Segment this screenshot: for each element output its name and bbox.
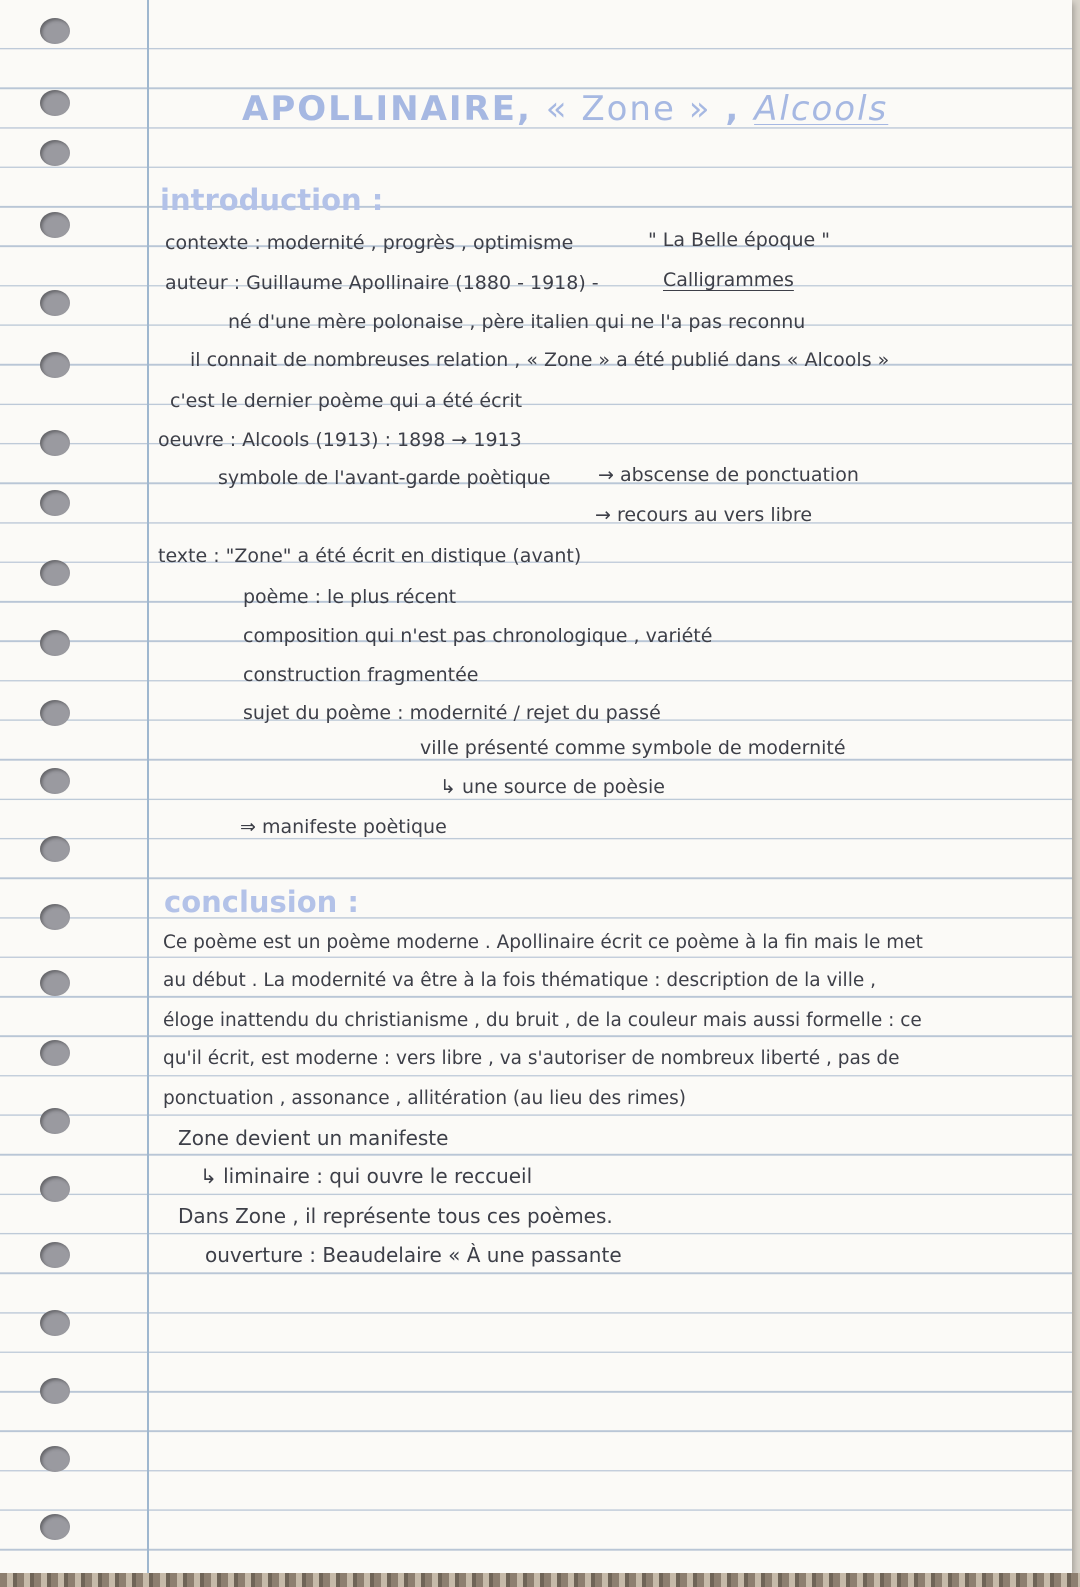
title-separator: , (725, 89, 741, 129)
binder-hole (40, 140, 70, 166)
binder-hole (40, 490, 70, 516)
binder-hole (40, 768, 70, 794)
conclusion-heading: conclusion : (164, 885, 359, 919)
conclusion-line: au début . La modernité va être à la fois thématique : description de la ville , (163, 970, 876, 991)
binder-hole (40, 1108, 70, 1134)
binder-hole (40, 290, 70, 316)
intro-line: ↳ une source de poèsie (440, 776, 665, 798)
conclusion-line: ouverture : Beaudelaire « À une passante (205, 1243, 622, 1267)
intro-line: → recours au vers libre (595, 504, 813, 526)
margin-line (147, 0, 149, 1573)
conclusion-line: éloge inattendu du christianisme , du bruit , de la couleur mais aussi formelle : ce (163, 1010, 922, 1031)
intro-line: sujet du poème : modernité / rejet du passé (243, 702, 661, 724)
conclusion-line: Zone devient un manifeste (178, 1126, 449, 1150)
conclusion-line: ponctuation , assonance , allitération (au lieu des rimes) (163, 1088, 686, 1109)
intro-oeuvre: oeuvre : Alcools (1913) : 1898 → 1913 (158, 429, 522, 451)
conclusion-line: Dans Zone , il représente tous ces poèmes. (178, 1204, 613, 1228)
binder-hole (40, 630, 70, 656)
binder-hole (40, 1514, 70, 1540)
binder-hole (40, 352, 70, 378)
intro-line: symbole de l'avant-garde poètique (218, 467, 551, 489)
binder-hole (40, 700, 70, 726)
binder-hole (40, 430, 70, 456)
binder-hole (40, 18, 70, 44)
intro-belle-epoque: " La Belle époque " (648, 229, 831, 251)
conclusion-line: Ce poème est un poème moderne . Apollinaire écrit ce poème à la fin mais le met (163, 932, 923, 953)
page-title (242, 89, 889, 129)
introduction-heading: introduction : (160, 183, 384, 217)
conclusion-line: ↳ liminaire : qui ouvre le reccueil (200, 1164, 533, 1188)
binder-hole (40, 1310, 70, 1336)
intro-line: il connait de nombreuses relation , « Zone » a été publié dans « Alcools » (190, 349, 890, 371)
intro-line: né d'une mère polonaise , père italien qui ne l'a pas reconnu (228, 311, 806, 333)
intro-line: construction fragmentée (243, 664, 479, 686)
intro-line: ⇒ manifeste poètique (240, 816, 447, 838)
page-bottom-edge (0, 1573, 1080, 1587)
intro-texte: texte : "Zone" a été écrit en distique (avant) (158, 545, 582, 567)
binder-hole (40, 1446, 70, 1472)
binder-hole (40, 212, 70, 238)
intro-author: auteur : Guillaume Apollinaire (1880 - 1918) - (165, 272, 599, 294)
binder-hole (40, 560, 70, 586)
intro-line: composition qui n'est pas chronologique , variété (243, 625, 713, 647)
binder-hole (40, 1176, 70, 1202)
title-collection: Alcools (754, 89, 889, 129)
title-separator: , (516, 89, 532, 129)
intro-line: poème : le plus récent (243, 586, 457, 608)
binder-hole (40, 1242, 70, 1268)
intro-context: contexte : modernité , progrès , optimisme (165, 232, 574, 254)
title-poem: « Zone » (545, 89, 712, 129)
title-author: APOLLINAIRE (242, 89, 517, 129)
binder-hole (40, 904, 70, 930)
binder-hole (40, 90, 70, 116)
intro-line: c'est le dernier poème qui a été écrit (170, 390, 523, 412)
binder-hole (40, 970, 70, 996)
conclusion-line: qu'il écrit, est moderne : vers libre , va s'autoriser de nombreux liberté , pas de (163, 1048, 900, 1069)
binder-hole (40, 1040, 70, 1066)
binder-hole (40, 836, 70, 862)
intro-calligrammes: Calligrammes (663, 269, 794, 291)
intro-line: → abscense de ponctuation (598, 464, 859, 486)
intro-line: ville présenté comme symbole de modernité (420, 737, 846, 759)
binder-hole (40, 1378, 70, 1404)
